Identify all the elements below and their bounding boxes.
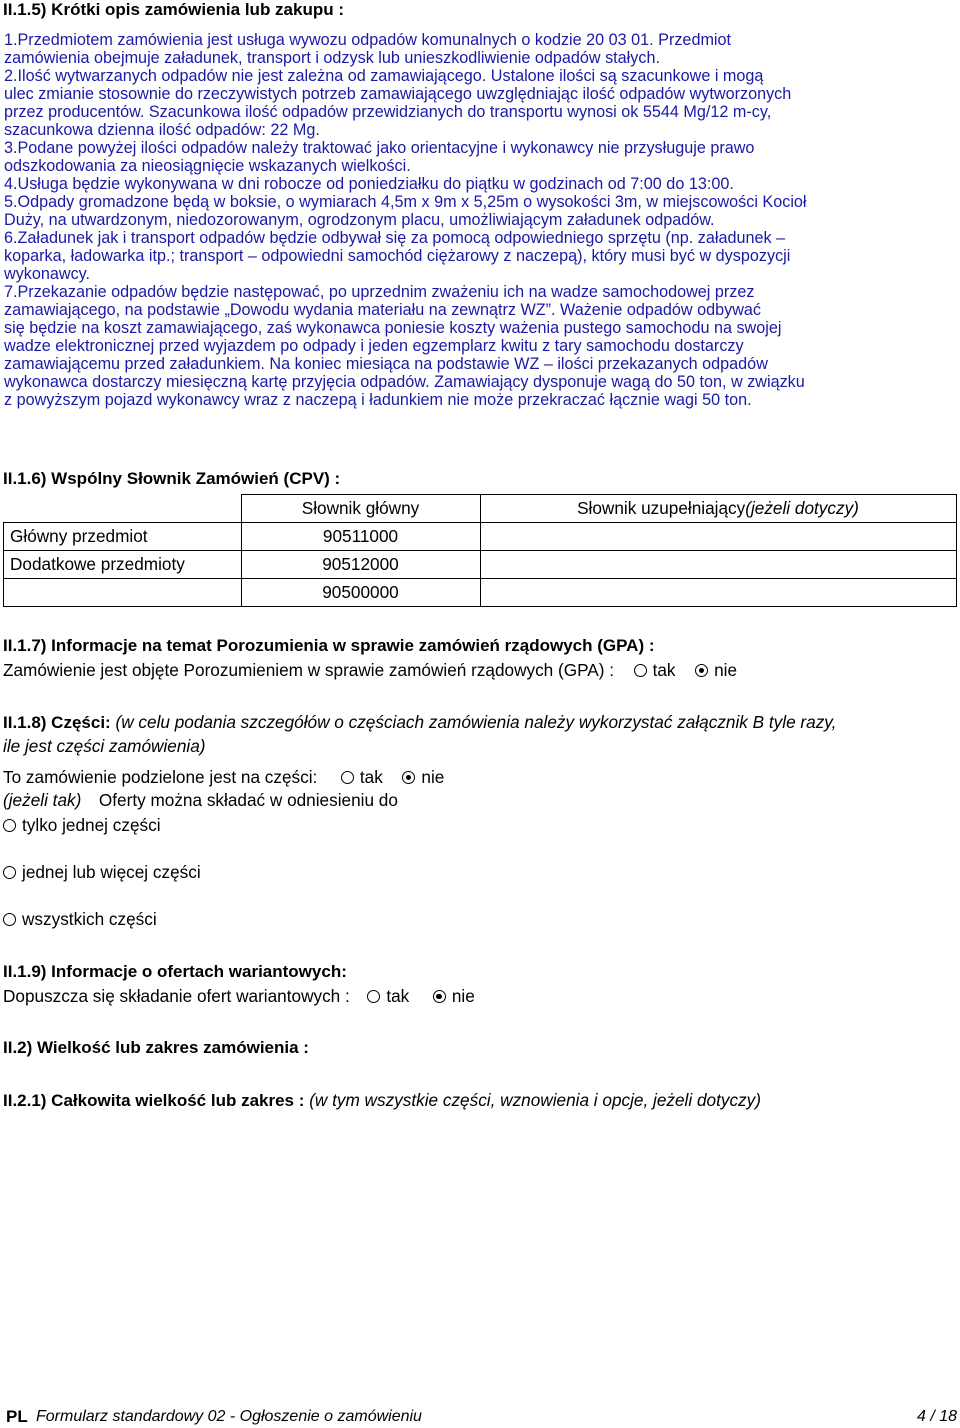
description-line: wykonawca dostarczy miesięczną kartę przyjęcia odpadów. Zamawiający dysponuje wagą do 50 ton, w związku xyxy=(4,373,805,391)
footer-page-number: 4 / 18 xyxy=(916,1408,957,1425)
section-heading-ii-1-8 xyxy=(3,712,836,733)
variants-question-row xyxy=(3,986,475,1007)
variants-yes-label: tak xyxy=(386,986,410,1006)
supp-code xyxy=(480,523,956,551)
parts-option-radio[interactable] xyxy=(3,913,16,926)
variants-question: Dopuszcza się składanie ofert wariantowych : xyxy=(3,986,350,1006)
gpa-question-row xyxy=(3,660,737,681)
description-line: wykonawcy. xyxy=(4,265,91,283)
gpa-yes-radio[interactable] xyxy=(634,664,647,677)
description-line: z powyższym pojazd wykonawcy wraz z naczepą i ładunkiem nie może przekraczać łącznie wagi 50 ton. xyxy=(4,391,752,409)
description-line: szacunkowa dzienna ilość odpadów: 22 Mg. xyxy=(4,121,320,139)
parts-option-label: tylko jednej części xyxy=(22,815,161,835)
variants-yes-radio[interactable] xyxy=(367,990,380,1003)
heading-italic: (w celu podania szczegółów o częściach zamówienia należy wykorzystać załącznik B tyle razy, xyxy=(115,712,837,732)
description-line: się będzie na koszt zamawiającego, zaś wykonawca poniesie koszty ważenia pustego samochodu na swojej xyxy=(4,319,782,337)
heading-italic: (w tym wszystkie części, wznowienia i opcje, jeżeli dotyczy) xyxy=(309,1090,761,1110)
description-line: 2.Ilość wytwarzanych odpadów nie jest zależna od zamawiającego. Ustalone ilości są szacunkowe i mogą xyxy=(4,67,764,85)
parts-option-radio[interactable] xyxy=(3,819,16,832)
supp-code xyxy=(480,551,956,579)
gpa-question: Zamówienie jest objęte Porozumieniem w sprawie zamówień rządowych (GPA) : xyxy=(3,660,615,680)
parts-question-row xyxy=(3,767,444,788)
gpa-yes-label: tak xyxy=(652,660,676,680)
description-line: wadze elektronicznej przed wyjazdem po odpady i jeden egzemplarz kwitu z tary samochodu dostarczy xyxy=(4,337,744,355)
description-line: 6.Załadunek jak i transport odpadów będzie odbywał się za pomocą odpowiedniego sprzętu (np. załadunek – xyxy=(4,229,786,247)
parts-option-one-or-more xyxy=(3,862,201,883)
cpv-code: 90500000 xyxy=(241,579,480,607)
variants-no-radio[interactable] xyxy=(433,990,446,1003)
description-line: koparka, ładowarka itp.; transport – odpowiedni samochód ciężarowy z naczepą), który musi być w dyspozycji xyxy=(4,247,791,265)
description-line: zamawiającemu przed załadunkiem. Na koniec miesiąca na podstawie WZ – ilości przekazanych odpadów xyxy=(4,355,768,373)
heading-bold: II.1.8) Części: xyxy=(3,713,111,732)
section-heading-ii-2: II.2) Wielkość lub zakres zamówienia : xyxy=(3,1038,309,1057)
if-yes-text: Oferty można składać w odniesieniu do xyxy=(98,790,398,810)
parts-option-radio[interactable] xyxy=(3,866,16,879)
section-heading-ii-2-1 xyxy=(3,1090,761,1111)
footer-lang: PL xyxy=(6,1407,28,1426)
if-yes-italic: (jeżeli tak) xyxy=(3,790,82,810)
parts-yes-label: tak xyxy=(359,767,383,787)
parts-option-all xyxy=(3,909,157,930)
table-row xyxy=(4,551,957,579)
description-line: 1.Przedmiotem zamówienia jest usługa wywozu odpadów komunalnych o kodzie 20 03 01. Przedmiot xyxy=(4,31,732,49)
section-heading-ii-1-6: II.1.6) Wspólny Słownik Zamówień (CPV) : xyxy=(3,469,341,488)
header-supp-bold: Słownik uzupełniający xyxy=(577,498,746,518)
description-line: 5.Odpady gromadzone będą w boksie, o wymiarach 4,5m x 9m x 5,25m o wysokości 3m, w miejscowości Kocioł xyxy=(4,193,807,211)
table-row xyxy=(4,579,957,607)
description-line: Duży, na utwardzonym, niedozorowanym, ogrodzonym placu, umożliwiającym załadunek odpadów. xyxy=(4,211,715,229)
description-line: 7.Przekazanie odpadów będzie następować, po uprzednim zważeniu ich na wadze samochodowej przez xyxy=(4,283,755,301)
gpa-no-label: nie xyxy=(714,660,738,680)
table-row xyxy=(4,495,957,523)
gpa-no-radio[interactable] xyxy=(695,664,708,677)
variants-no-label: nie xyxy=(451,986,475,1006)
parts-no-radio[interactable] xyxy=(402,771,415,784)
table-row xyxy=(4,523,957,551)
description-line: ulec zmianie stosownie do rzeczywistych potrzeb zamawiającego uwzględniając ilość odpadów wytworzonych xyxy=(4,85,792,103)
section-heading-ii-1-9: II.1.9) Informacje o ofertach wariantowych: xyxy=(3,962,347,981)
row-label xyxy=(4,579,242,607)
heading-bold: II.2.1) Całkowita wielkość lub zakres : xyxy=(3,1091,305,1110)
cpv-code: 90512000 xyxy=(241,551,480,579)
parts-option-label: jednej lub więcej części xyxy=(22,862,201,882)
table-header-supplementary xyxy=(480,495,956,523)
description-line: zamawiającego, na podstawie „Dowodu wydania materiału na zewnątrz WZ”. Ważenie odpadów odbywać xyxy=(4,301,761,319)
parts-yes-radio[interactable] xyxy=(341,771,354,784)
section-heading-ii-1-5: II.1.5) Krótki opis zamówienia lub zakupu : xyxy=(3,0,344,19)
row-label: Dodatkowe przedmioty xyxy=(4,551,242,579)
table-cell-empty xyxy=(4,495,242,523)
parts-option-one xyxy=(3,815,161,836)
short-description xyxy=(4,31,807,409)
description-line: zamówienia obejmuje załadunek, transport i odzysk lub unieszkodliwienie odpadów stałych. xyxy=(4,49,660,67)
parts-question: To zamówienie podzielone jest na części: xyxy=(3,767,318,787)
table-header-main: Słownik główny xyxy=(241,495,480,523)
description-line: przez producentów. Szacunkowa ilość odpadów przewidzianych do transportu wynosi ok 5544 Mg/12 m-cy, xyxy=(4,103,772,121)
cpv-table xyxy=(3,494,957,607)
description-line: odszkodowania za nieosiągnięcie wskazanych wielkości. xyxy=(4,157,411,175)
parts-no-label: nie xyxy=(421,767,445,787)
supp-code xyxy=(480,579,956,607)
if-yes-row xyxy=(3,790,398,811)
header-supp-italic: (jeżeli dotyczy) xyxy=(745,498,859,518)
footer-form-name: Formularz standardowy 02 - Ogłoszenie o zamówieniu xyxy=(36,1408,422,1425)
cpv-code: 90511000 xyxy=(241,523,480,551)
parts-option-label: wszystkich części xyxy=(22,909,157,929)
description-line: 3.Podane powyżej ilości odpadów należy traktować jako orientacyjne i wykonawcy nie przysługuje prawo xyxy=(4,139,755,157)
row-label: Główny przedmiot xyxy=(4,523,242,551)
description-line: 4.Usługa będzie wykonywana w dni robocze od poniedziałku do piątku w godzinach od 7:00 do 13:00. xyxy=(4,175,734,193)
page-footer xyxy=(0,1404,960,1428)
section-heading-ii-1-7: II.1.7) Informacje na temat Porozumienia w sprawie zamówień rządowych (GPA) : xyxy=(3,636,655,655)
heading-italic-continued: ile jest części zamówienia) xyxy=(3,736,206,756)
